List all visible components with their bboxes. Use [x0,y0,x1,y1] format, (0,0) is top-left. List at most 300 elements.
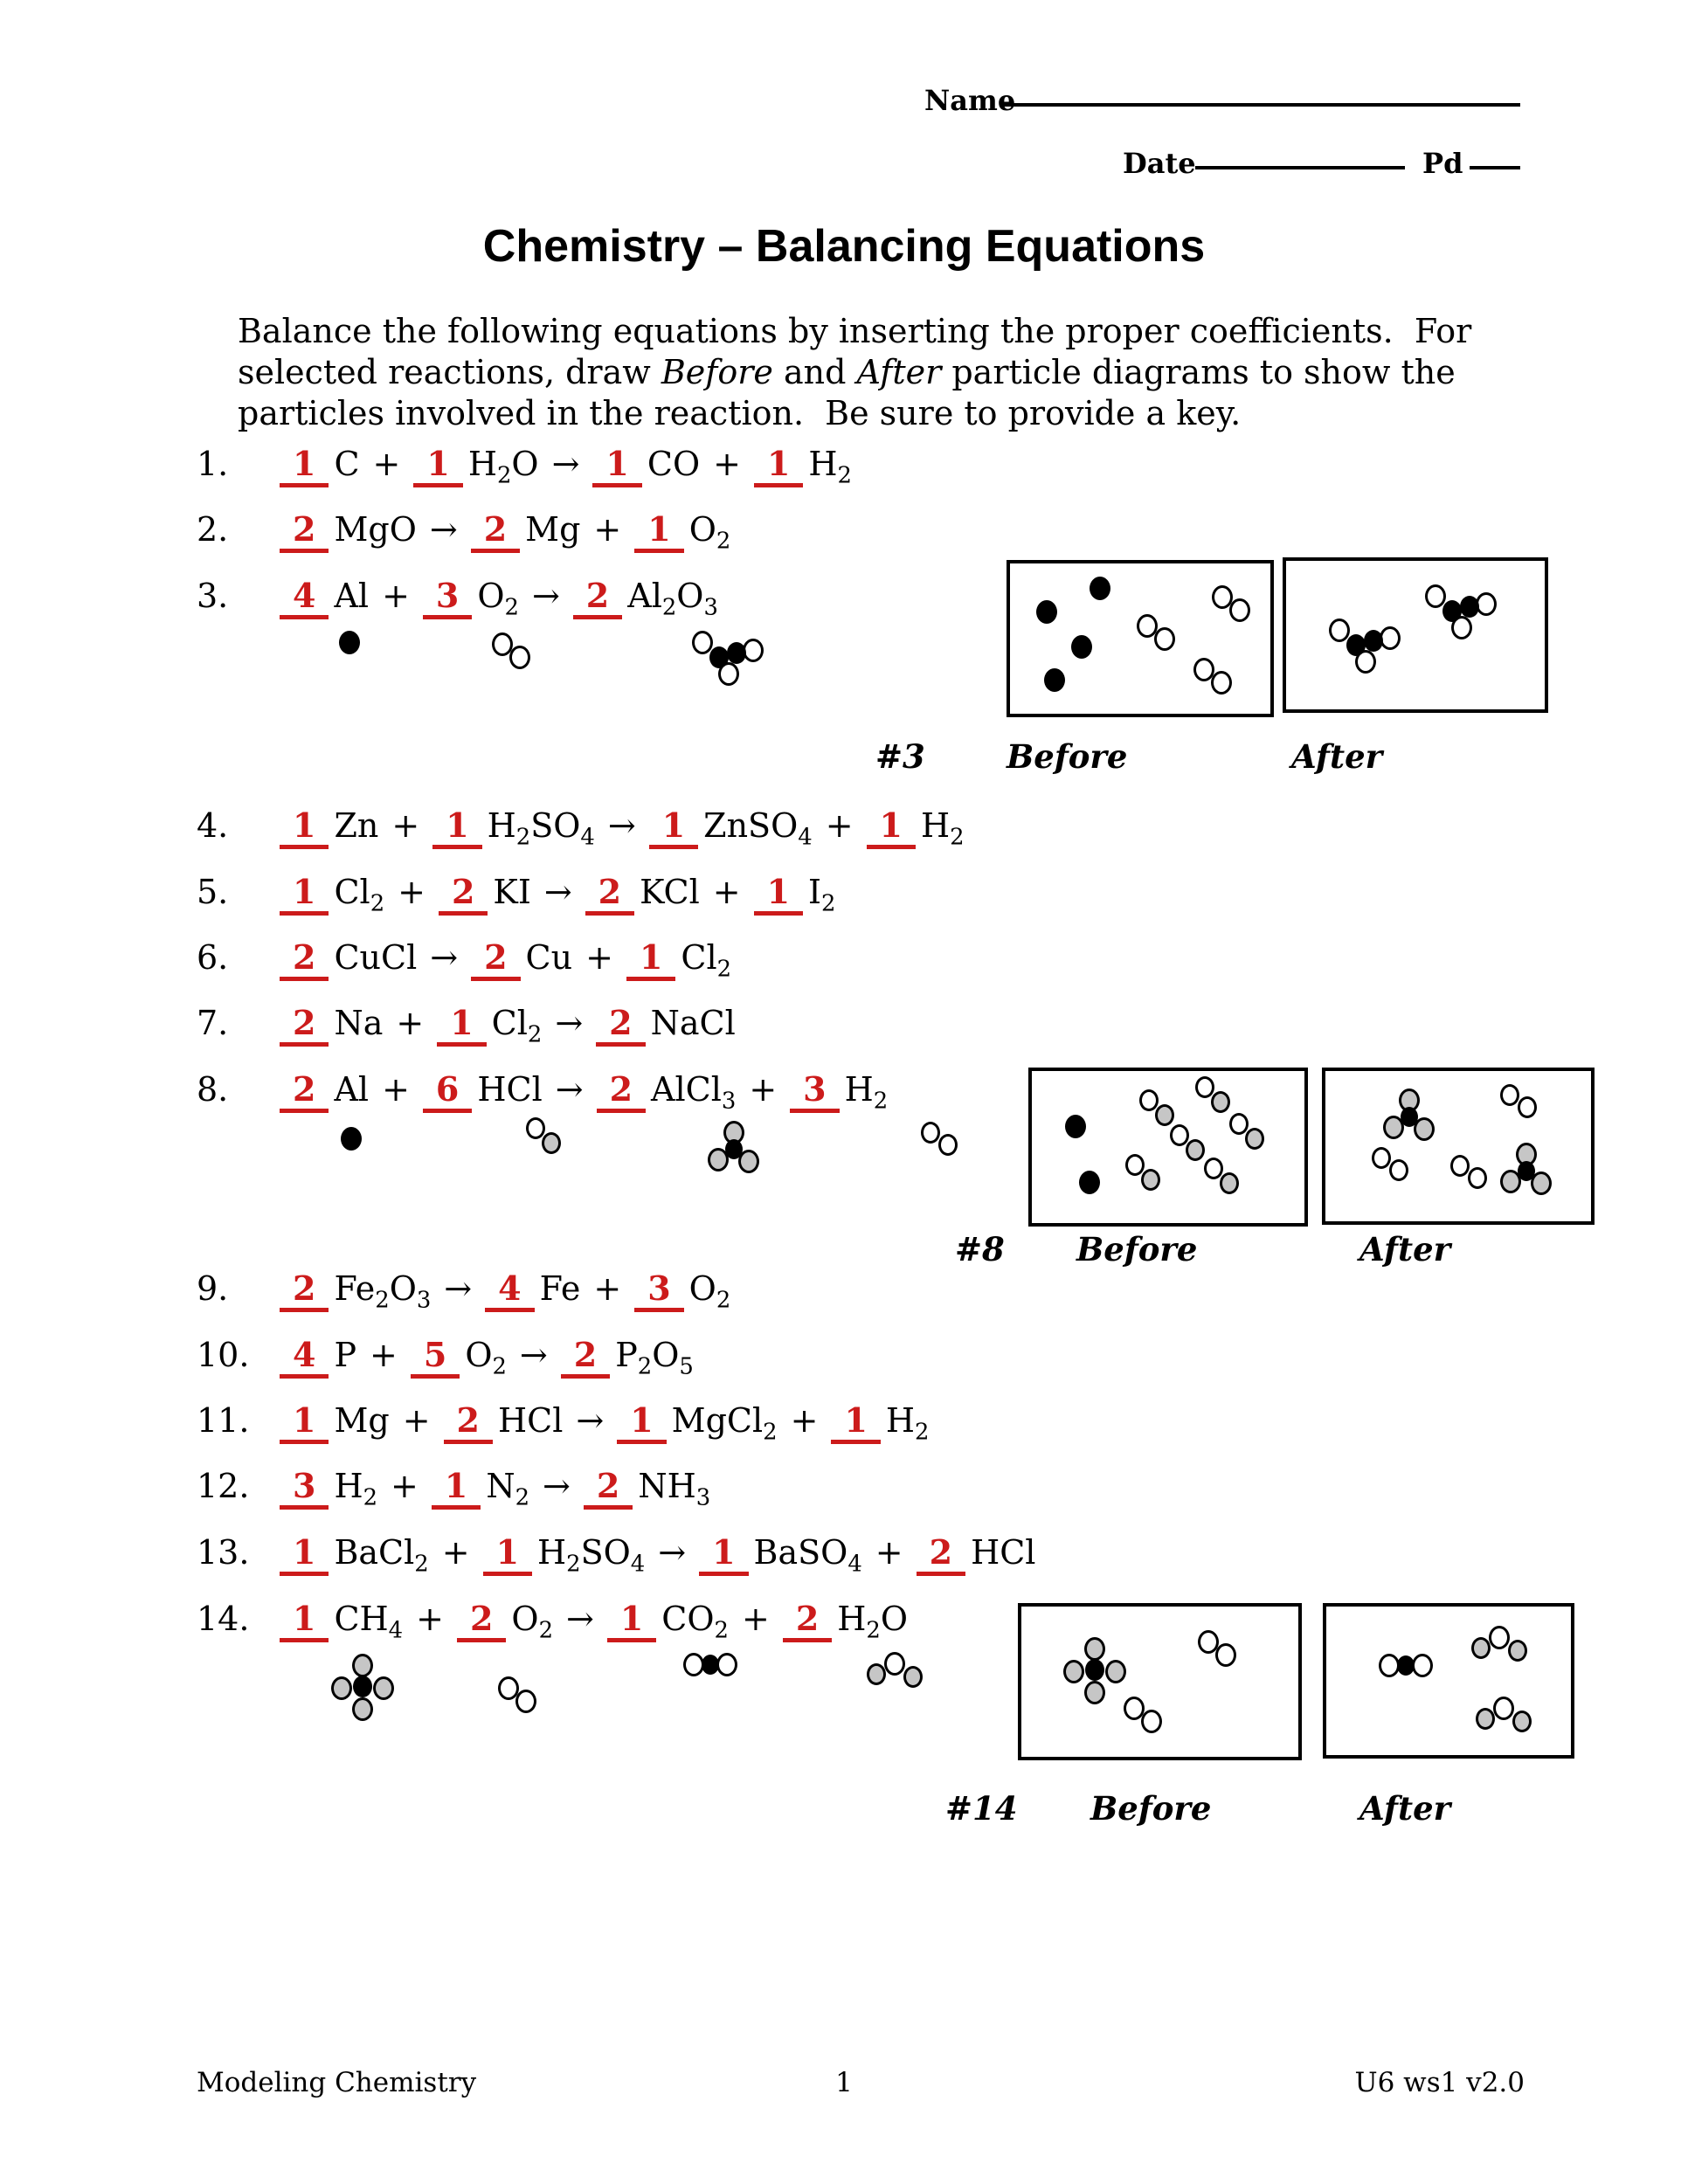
equation-term [457,1599,553,1644]
chemical-formula: $I_2$ [808,873,836,917]
chemical-formula: $Cl_2$ [491,1004,543,1048]
instructions-italic-after: After [856,353,942,391]
formula-subscript: 4 [630,1551,646,1578]
diagram-before-label: Before [1007,737,1128,776]
chemical-formula: MgO [334,510,417,549]
equation-term [413,444,539,489]
coefficient: 1 [280,1602,329,1642]
coefficient: 2 [471,941,520,981]
coefficient: 2 [471,513,520,553]
chemical-formula: CO [647,445,701,483]
diagram-after-label: After [1359,1789,1451,1828]
equation-term [754,444,852,489]
equation-term [596,1004,736,1042]
atom-white [1204,1158,1223,1179]
formula-subscript: 4 [580,824,595,851]
reaction-arrow: → [543,873,572,911]
footer-page-number: 1 [835,2067,853,2098]
equation-term [867,805,965,851]
equation-term [423,576,519,621]
formula-subscript: 3 [721,1088,737,1115]
plus-operator: + [416,1600,444,1638]
atom-white [1329,619,1350,642]
atom-gray [1084,1637,1105,1661]
atom-black [1442,600,1462,622]
atom-white [1372,1147,1391,1169]
equation-row [197,1597,908,1653]
atom-black [1044,668,1065,692]
formula-subscript: 3 [695,1484,711,1511]
formula-subscript: 2 [714,1617,729,1644]
equation-row [197,1068,888,1123]
formula-subscript: 2 [950,824,965,851]
atom-black [1071,635,1092,659]
coefficient: 5 [411,1338,460,1379]
chemical-formula: CuCl [334,938,418,977]
chemical-formula: $H_2O$ [467,445,539,489]
equation-number: 14. [197,1600,250,1638]
chemical-formula: $N_2$ [486,1467,530,1511]
equation-row [197,1267,730,1323]
chemical-formula: $O_2$ [465,1336,507,1380]
plus-operator: + [593,510,622,549]
atom-white [1215,1643,1236,1667]
equation-term [585,873,700,911]
coefficient: 1 [607,1602,656,1642]
equation-term [432,1466,530,1511]
coefficient: 6 [423,1073,472,1113]
plus-operator: + [398,873,425,911]
equation-number: 7. [197,1004,229,1042]
atom-gray [1105,1660,1126,1683]
chemical-formula: C [334,445,360,483]
atom-white [1389,1159,1408,1181]
formula-subscript: 2 [538,1617,553,1644]
reaction-arrow: → [555,1070,584,1109]
instructions-paragraph [238,311,1531,434]
equation-term [432,805,595,851]
chemical-formula: $O_2$ [688,1269,731,1314]
coefficient: 1 [617,1404,666,1444]
atom-white [515,1690,536,1713]
chemical-formula: P [334,1336,357,1374]
atom-white [938,1134,958,1156]
diagram-number-label: #8 [955,1230,1005,1268]
name-label: Name [924,84,1016,117]
equation-term [917,1533,1036,1572]
atom-gray [542,1132,561,1154]
chemical-formula: $Cl_2$ [681,938,732,983]
equation-term [471,510,581,549]
formula-subscript: 2 [661,594,677,621]
equation-row [197,1531,1035,1586]
equation-term [280,1532,429,1578]
atom-gray [1245,1128,1264,1150]
chemical-formula: BaSO$_4$ [753,1533,862,1578]
coefficient: 1 [867,809,916,849]
equation-term [280,872,385,917]
atom-gray [1508,1640,1527,1662]
coefficient: 2 [561,1338,610,1379]
formula-subscript: 3 [416,1287,432,1314]
atom-white [1211,671,1232,695]
atom-gray [1186,1139,1205,1161]
plus-operator: + [396,1004,425,1042]
diagram-number-label: #14 [945,1789,1018,1828]
plus-operator: + [391,1467,419,1505]
chemical-formula: MgCl$_2$ [671,1401,778,1446]
equation-term [485,1269,580,1308]
coefficient: 3 [423,579,472,619]
equation-number: 4. [197,806,229,845]
equation-term [280,806,378,845]
chemical-formula: NaCl [650,1004,736,1042]
coefficient: 3 [790,1073,839,1113]
formula-subscript: 2 [515,824,531,851]
coefficient: 2 [457,1602,506,1642]
atom-white [1195,1076,1214,1098]
coefficient: 1 [280,875,329,916]
coefficient: 2 [444,1404,493,1444]
plus-operator: + [825,806,854,845]
diagram-before-box [1007,560,1274,717]
coefficient: 2 [280,1272,329,1312]
equation-term [280,1599,404,1644]
instructions-italic-before: Before [661,353,773,391]
chemical-formula: Mg [525,510,581,549]
formula-subscript: 2 [496,462,512,489]
chemical-formula: $H_2SO_4$ [487,806,595,851]
equation-term [592,445,700,483]
atom-gray [867,1663,886,1685]
chemical-formula: ZnSO$_4$ [703,806,813,851]
equation-term [754,872,836,917]
equation-term [573,576,718,621]
coefficient: 1 [483,1536,532,1576]
coefficient: 1 [280,809,329,849]
atom-black [727,642,746,664]
chemical-formula: $H_2$ [808,445,852,489]
reaction-arrow: → [566,1600,594,1638]
atom-gray [1220,1172,1239,1194]
equation-number: 5. [197,873,229,911]
coefficient: 1 [699,1536,748,1576]
reaction-arrow: → [444,1269,473,1308]
atom-black [1460,596,1479,618]
footer-left: Modeling Chemistry [197,2067,477,2098]
atom-gray [352,1697,373,1721]
reaction-arrow: → [551,445,580,483]
chemical-formula: HCl [971,1533,1036,1572]
equation-term [597,1069,737,1115]
instructions-text: and [772,353,857,391]
atom-white [884,1652,905,1676]
coefficient: 1 [754,447,803,487]
chemical-formula: BaCl$_2$ [334,1533,429,1578]
equation-term [783,1599,908,1644]
coefficient: 2 [584,1469,633,1510]
chemical-formula: $Fe_2O_3$ [334,1269,432,1314]
coefficient: 1 [432,809,481,849]
diagram-after-label: After [1291,737,1383,776]
equation-term [280,1336,356,1374]
equation-number: 1. [197,445,229,483]
chemical-formula: HCl [498,1401,564,1440]
diagram-after-box [1322,1068,1595,1225]
atom-gray [1084,1681,1105,1704]
equation-term [634,509,731,555]
coefficient: 1 [413,447,462,487]
equation-number: 9. [197,1269,229,1308]
chemical-formula: Al [334,1070,370,1109]
coefficient: 2 [585,875,634,916]
reaction-arrow: → [543,1467,571,1505]
equation-term [280,1004,383,1042]
coefficient: 2 [596,1006,645,1047]
plus-operator: + [402,1401,431,1440]
equation-row [197,1333,694,1389]
date-label: Date [1123,147,1196,180]
equation-term [471,938,572,977]
equation-term [626,937,732,983]
coefficient: 1 [437,1006,486,1047]
formula-subscript: 2 [866,1617,881,1644]
plus-operator: + [372,445,401,483]
plus-operator: + [749,1070,778,1109]
reaction-arrow: → [519,1336,548,1374]
diagram-after-box [1283,557,1548,713]
coefficient: 1 [592,447,641,487]
equation-row [197,508,730,563]
coefficient: 4 [485,1272,534,1312]
formula-subscript: 4 [798,824,813,851]
atom-white [921,1122,940,1144]
chemical-formula: $P_2O_5$ [615,1336,694,1380]
diagram-after-label: After [1359,1230,1451,1268]
atom-black [725,1139,743,1159]
chemical-formula: Cu [525,938,573,977]
atom-black [339,631,360,654]
chemical-formula: $Al_2O_3$ [627,577,718,621]
atom-gray [1063,1660,1084,1683]
equation-term [483,1532,646,1578]
atom-black [702,1655,719,1675]
equation-term [444,1401,564,1440]
plus-operator: + [593,1269,622,1308]
formula-subscript: 2 [504,594,519,621]
coefficient: 2 [783,1602,832,1642]
coefficient: 2 [597,1073,646,1113]
equation-number: 12. [197,1467,250,1505]
formula-subscript: 2 [716,1287,731,1314]
atom-black [353,1676,372,1697]
chemical-formula: $H_2SO_4$ [537,1533,646,1578]
atom-gray [331,1676,352,1700]
plus-operator: + [790,1401,819,1440]
chemical-formula: $CO_2$ [661,1600,729,1644]
chemical-formula: KI [493,873,531,911]
chemical-formula: HCl [477,1070,543,1109]
equation-term [437,1003,543,1048]
plus-operator: + [391,806,420,845]
equation-number: 11. [197,1401,250,1440]
coefficient: 1 [634,513,683,553]
atom-black [1518,1161,1535,1181]
coefficient: 1 [280,1404,329,1444]
chemical-formula: $CH_4$ [334,1600,404,1644]
coefficient: 1 [626,941,675,981]
equation-term [561,1335,694,1380]
atom-white [1518,1096,1537,1118]
coefficient: 1 [432,1469,481,1510]
formula-subscript: 2 [821,890,836,917]
formula-subscript: 2 [915,1419,930,1446]
atom-gray [373,1676,394,1700]
equation-number: 2. [197,510,229,549]
chemical-formula: $H_2$ [334,1467,378,1511]
footer-right: U6 ws1 v2.0 [1354,2067,1525,2098]
equation-term [280,445,360,483]
chemical-formula: Mg [334,1401,390,1440]
coefficient: 1 [280,1536,329,1576]
coefficient: 4 [280,1338,329,1379]
equation-term [280,1268,432,1314]
chemical-formula: Na [334,1004,384,1042]
atom-white [1154,627,1175,651]
reaction-arrow: → [658,1533,687,1572]
atom-gray [1155,1104,1174,1126]
equation-number: 10. [197,1336,250,1374]
name-blank-line [1003,103,1520,107]
equation-term [280,938,417,977]
chemical-formula: $O_2$ [477,577,519,621]
diagram-before-box [1028,1068,1308,1227]
coefficient: 2 [280,513,329,553]
atom-white [716,1653,737,1676]
formula-subscript: 2 [527,1021,543,1048]
atom-gray [352,1654,373,1677]
coefficient: 3 [280,1469,329,1510]
equation-term [831,1400,930,1446]
equation-term [607,1599,729,1644]
chemical-formula: KCl [640,873,700,911]
formula-subscript: 2 [716,528,731,555]
equation-term [439,873,531,911]
plus-operator: + [741,1600,770,1638]
equation-row [197,1001,736,1057]
equation-term [790,1069,889,1115]
diagram-after-box [1323,1603,1574,1759]
equation-term [634,1268,731,1314]
equation-term [280,1401,390,1440]
atom-white [1141,1710,1162,1733]
formula-subscript: 2 [873,1088,889,1115]
formula-subscript: 2 [637,1353,653,1380]
chemical-formula: Al [334,577,370,615]
plus-operator: + [382,1070,410,1109]
atom-black [1346,634,1366,656]
reaction-arrow: → [607,806,636,845]
formula-subscript: 2 [716,956,732,983]
equation-number: 3. [197,577,229,615]
coefficient: 2 [917,1536,965,1576]
atom-black [1364,630,1383,652]
chemical-formula: AlCl$_3$ [651,1070,737,1115]
atom-white [1489,1626,1510,1649]
equation-row [197,870,835,926]
equation-term [584,1466,711,1511]
equation-number: 6. [197,938,229,977]
diagram-before-label: Before [1090,1789,1212,1828]
equation-row [197,1464,710,1520]
formula-subscript: 2 [414,1551,429,1578]
instructions-text: particle diagrams to show the particles involved in the reaction. Be sure to provide a key. [238,353,1466,432]
coefficient: 1 [649,809,698,849]
diagram-number-label: #3 [875,737,925,776]
atom-white [1229,1113,1249,1135]
chemical-formula: $Cl_2$ [334,873,385,917]
atom-white [1500,1084,1519,1106]
plus-operator: + [370,1336,398,1374]
formula-subscript: 2 [492,1353,507,1380]
formula-subscript: 3 [703,594,718,621]
plus-operator: + [585,938,613,977]
chemical-formula: Zn [334,806,379,845]
page-title: Chemistry – Balancing Equations [482,221,1206,272]
instructions-text: Balance the following equations by inserting the proper coefficients. For selected reactions, draw [238,312,1483,391]
formula-subscript: 2 [763,1419,778,1446]
coefficient: 1 [280,447,329,487]
reaction-arrow: → [430,938,459,977]
atom-white [1170,1124,1189,1146]
reaction-arrow: → [576,1401,605,1440]
coefficient: 1 [754,875,803,916]
formula-subscript: 2 [566,1551,581,1578]
formula-subscript: 4 [847,1551,862,1578]
equation-term [649,805,813,851]
atom-black [709,646,729,668]
equation-term [617,1400,778,1446]
equation-number: 8. [197,1070,229,1109]
atom-white [509,646,530,669]
coefficient: 3 [634,1272,683,1312]
coefficient: 2 [439,875,488,916]
date-blank-line [1195,166,1405,169]
equation-row [197,936,731,992]
formula-subscript: 2 [370,890,385,917]
atom-gray [1471,1637,1491,1659]
atom-black [1085,1659,1104,1681]
equation-term [423,1070,543,1109]
atom-white [1139,1089,1159,1111]
plus-operator: + [875,1533,903,1572]
chemical-formula: $O_2$ [511,1600,553,1644]
coefficient: 4 [280,579,329,619]
atom-black [341,1127,362,1151]
coefficient: 2 [280,1006,329,1047]
formula-subscript: 4 [388,1617,404,1644]
equation-row [197,442,852,498]
formula-subscript: 2 [363,1484,378,1511]
equation-term [411,1335,507,1380]
plus-operator: + [713,445,741,483]
chemical-formula: $H_2$ [920,806,965,851]
diagram-before-label: Before [1076,1230,1198,1268]
chemical-formula: $H_2$ [844,1070,889,1115]
diagram-before-box [1018,1603,1302,1760]
reaction-arrow: → [531,577,560,615]
period-label: Pd [1422,147,1463,180]
